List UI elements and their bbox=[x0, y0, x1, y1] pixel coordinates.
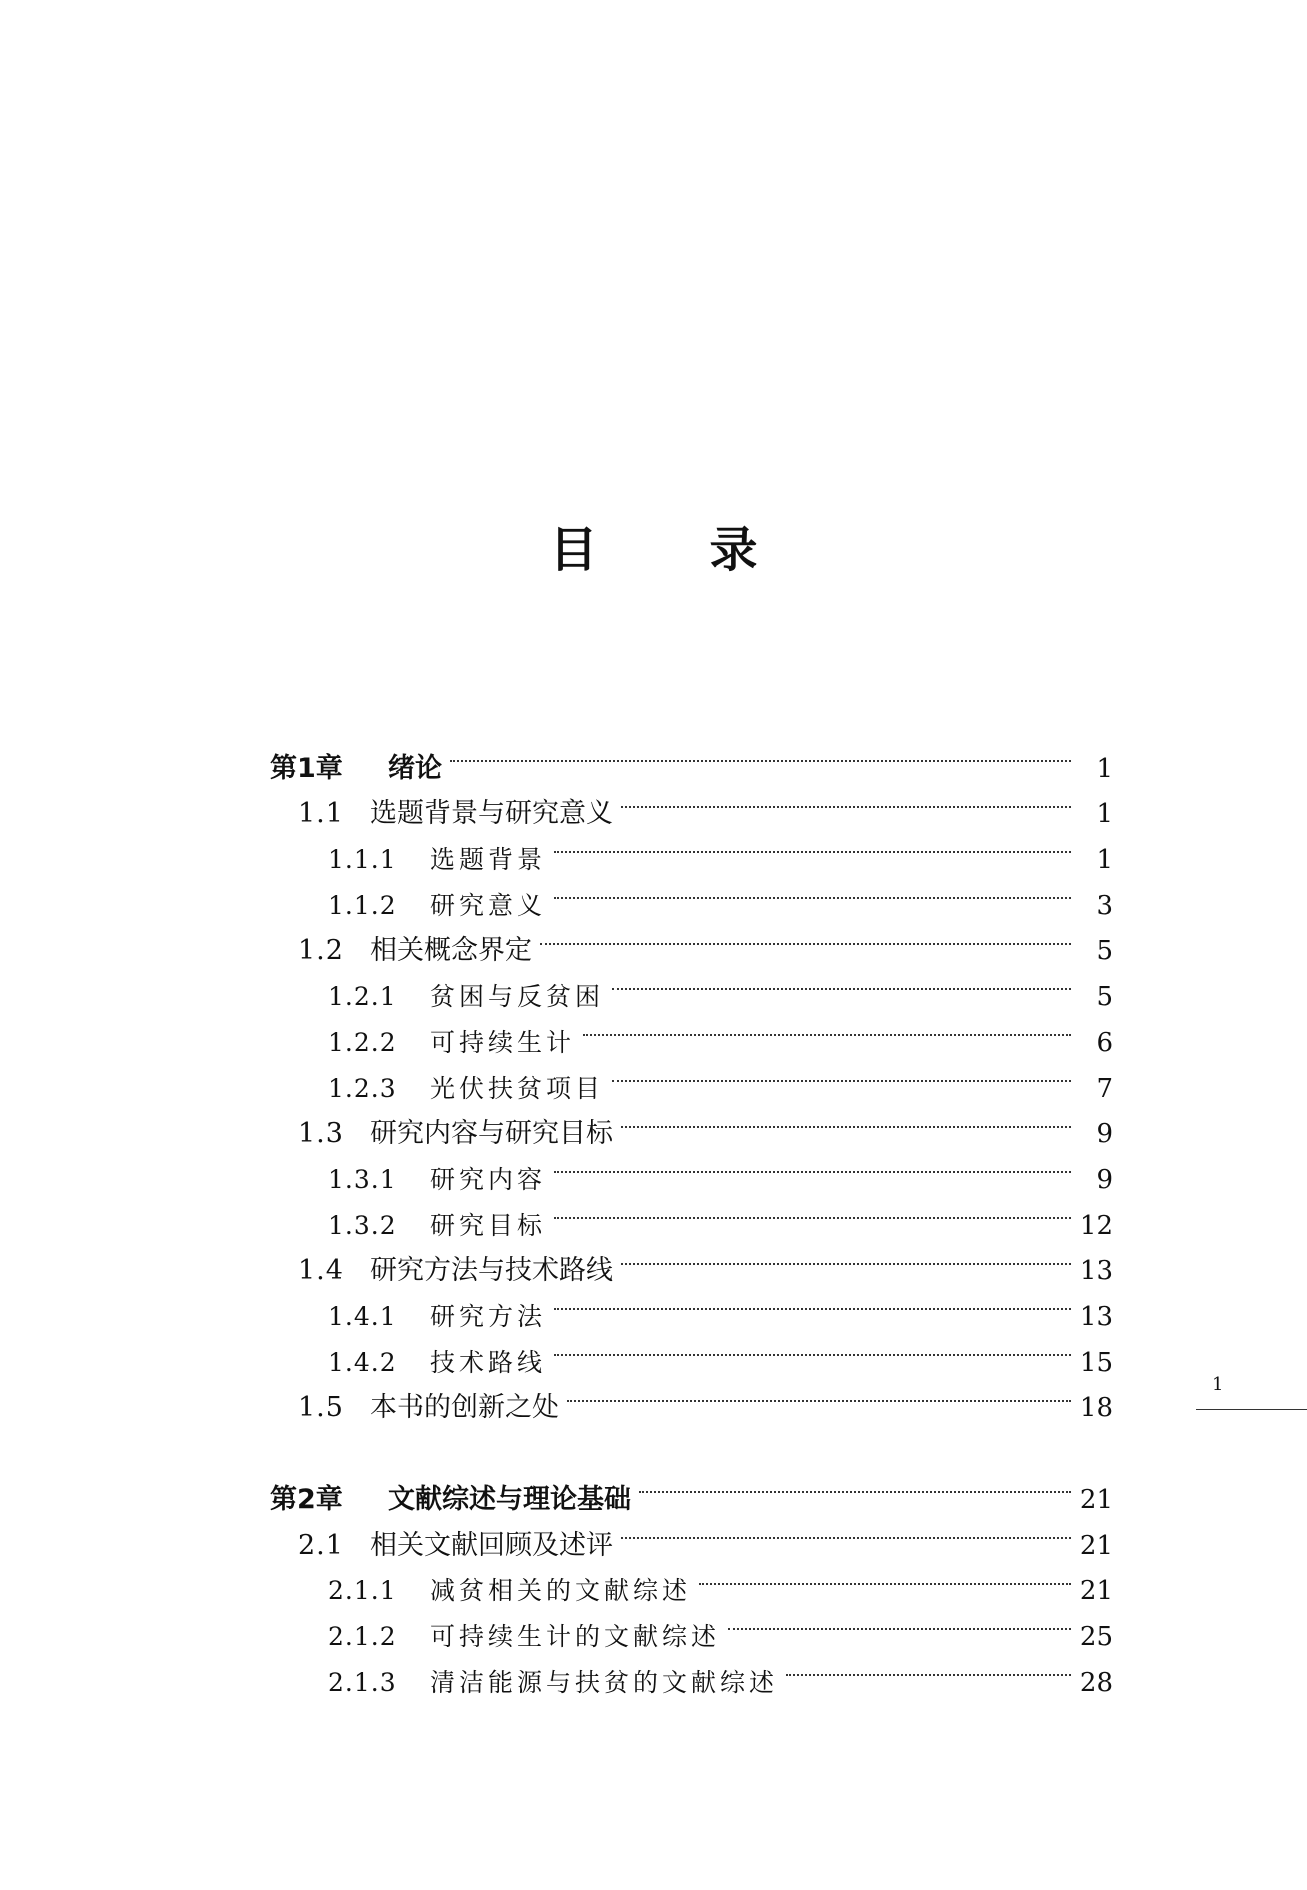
toc-chapter-title: 文献综述与理论基础 bbox=[388, 1484, 631, 1515]
toc-page-number: 21 bbox=[1079, 1485, 1113, 1515]
toc-subsection-title: 研究意义 bbox=[430, 890, 547, 920]
toc-leader bbox=[621, 1508, 1071, 1554]
toc-page-number: 3 bbox=[1096, 890, 1113, 921]
toc-subsection-number: 1.2.1 bbox=[328, 982, 397, 1012]
page-number: 1 bbox=[1212, 1374, 1224, 1395]
toc-section-number: 1.3 bbox=[298, 1118, 344, 1150]
toc-leader bbox=[554, 822, 1071, 868]
toc-page-number: 1 bbox=[1096, 753, 1113, 784]
toc-leader bbox=[554, 1188, 1071, 1234]
toc-subsection-title: 技术路线 bbox=[430, 1347, 547, 1377]
toc-subsection-number: 2.1.3 bbox=[328, 1667, 397, 1697]
toc-page-number: 7 bbox=[1096, 1073, 1113, 1104]
toc-leader bbox=[621, 1234, 1071, 1280]
toc-page-number: 13 bbox=[1079, 1256, 1113, 1287]
toc-page-number: 15 bbox=[1079, 1347, 1113, 1378]
toc-leader bbox=[554, 1279, 1071, 1325]
toc-section-number: 1.1 bbox=[298, 798, 344, 830]
toc-leader bbox=[728, 1599, 1071, 1645]
toc-section-number: 1.2 bbox=[298, 935, 344, 967]
toc-leader bbox=[786, 1645, 1071, 1691]
toc-subsection-title: 研究目标 bbox=[430, 1210, 547, 1240]
toc-leader bbox=[621, 777, 1071, 823]
page-title-char-1: 目 bbox=[549, 522, 598, 578]
toc-page-number: 28 bbox=[1079, 1667, 1113, 1698]
toc-section-title: 研究方法与技术路线 bbox=[370, 1255, 613, 1287]
toc-section-title: 本书的创新之处 bbox=[370, 1392, 559, 1424]
toc-subsection-number: 2.1.1 bbox=[328, 1576, 397, 1606]
toc-chapter-number: 第1章 bbox=[270, 752, 343, 784]
toc-leader bbox=[540, 914, 1071, 960]
toc-subsection-title: 光伏扶贫项目 bbox=[430, 1073, 605, 1103]
toc-subsection-number: 1.3.1 bbox=[328, 1164, 397, 1194]
toc-subsection-title: 贫困与反贫困 bbox=[430, 982, 605, 1012]
toc-page-number: 25 bbox=[1079, 1622, 1113, 1653]
toc-subsection-number: 1.2.3 bbox=[328, 1073, 397, 1103]
toc-leader bbox=[567, 1371, 1071, 1417]
toc-section-title: 研究内容与研究目标 bbox=[370, 1118, 613, 1150]
toc-subsection-number: 1.1.2 bbox=[328, 890, 397, 920]
toc-chapter-2[interactable] bbox=[270, 1462, 1113, 1515]
toc-leader bbox=[554, 1325, 1071, 1371]
toc-page-number: 1 bbox=[1096, 799, 1113, 830]
toc-page-number: 1 bbox=[1096, 845, 1113, 876]
toc-leader bbox=[450, 731, 1071, 777]
toc-subsection-title: 选题背景 bbox=[430, 845, 547, 875]
toc-page-number: 6 bbox=[1096, 1027, 1113, 1058]
toc-chapter-title: 绪论 bbox=[388, 752, 442, 784]
page-title-char-2: 录 bbox=[709, 522, 758, 578]
toc-section-number: 1.4 bbox=[298, 1255, 344, 1287]
toc-subsection-title: 减贫相关的文献综述 bbox=[430, 1576, 692, 1606]
toc-section-title: 相关文献回顾及述评 bbox=[370, 1529, 613, 1561]
toc-page-number: 9 bbox=[1096, 1164, 1113, 1195]
toc-page-number: 21 bbox=[1079, 1530, 1113, 1561]
toc-subsection-title: 可持续生计的文献综述 bbox=[430, 1622, 721, 1652]
toc-leader bbox=[554, 868, 1071, 914]
table-of-contents bbox=[270, 731, 1113, 1698]
toc-chapter-1[interactable] bbox=[270, 731, 1113, 784]
toc-subsection-number: 1.3.2 bbox=[328, 1210, 397, 1240]
folio-rule bbox=[1196, 1409, 1307, 1410]
toc-page-number: 12 bbox=[1079, 1210, 1113, 1241]
toc-subsection-number: 1.4.1 bbox=[328, 1301, 397, 1331]
toc-leader bbox=[621, 1097, 1071, 1143]
toc-leader bbox=[612, 1051, 1071, 1097]
page-title bbox=[0, 520, 1307, 580]
toc-page-number: 9 bbox=[1096, 1119, 1113, 1150]
toc-subsection-title: 可持续生计 bbox=[430, 1027, 576, 1057]
toc-subsection-number: 1.4.2 bbox=[328, 1347, 397, 1377]
toc-page-number: 13 bbox=[1079, 1301, 1113, 1332]
toc-leader bbox=[612, 959, 1071, 1005]
toc-page-number: 5 bbox=[1096, 936, 1113, 967]
toc-leader bbox=[554, 1142, 1071, 1188]
toc-subsection-title: 研究方法 bbox=[430, 1301, 547, 1331]
toc-subsection-title: 研究内容 bbox=[430, 1164, 547, 1194]
toc-subsection-number: 1.2.2 bbox=[328, 1027, 397, 1057]
toc-subsection-number: 1.1.1 bbox=[328, 845, 397, 875]
toc-section-number: 2.1 bbox=[298, 1529, 344, 1561]
toc-section-title: 选题背景与研究意义 bbox=[370, 798, 613, 830]
toc-subsection-title: 清洁能源与扶贫的文献综述 bbox=[430, 1667, 779, 1697]
toc-section-title: 相关概念界定 bbox=[370, 935, 532, 967]
toc-section-number: 1.5 bbox=[298, 1392, 344, 1424]
toc-leader bbox=[583, 1005, 1071, 1051]
toc-chapter-number: 第2章 bbox=[270, 1484, 343, 1515]
toc-subsection-number: 2.1.2 bbox=[328, 1622, 397, 1652]
toc-page-number: 18 bbox=[1079, 1393, 1113, 1424]
toc-page-number: 5 bbox=[1096, 982, 1113, 1013]
toc-leader bbox=[699, 1554, 1071, 1600]
toc-leader bbox=[639, 1462, 1071, 1508]
toc-page-number: 21 bbox=[1079, 1576, 1113, 1607]
